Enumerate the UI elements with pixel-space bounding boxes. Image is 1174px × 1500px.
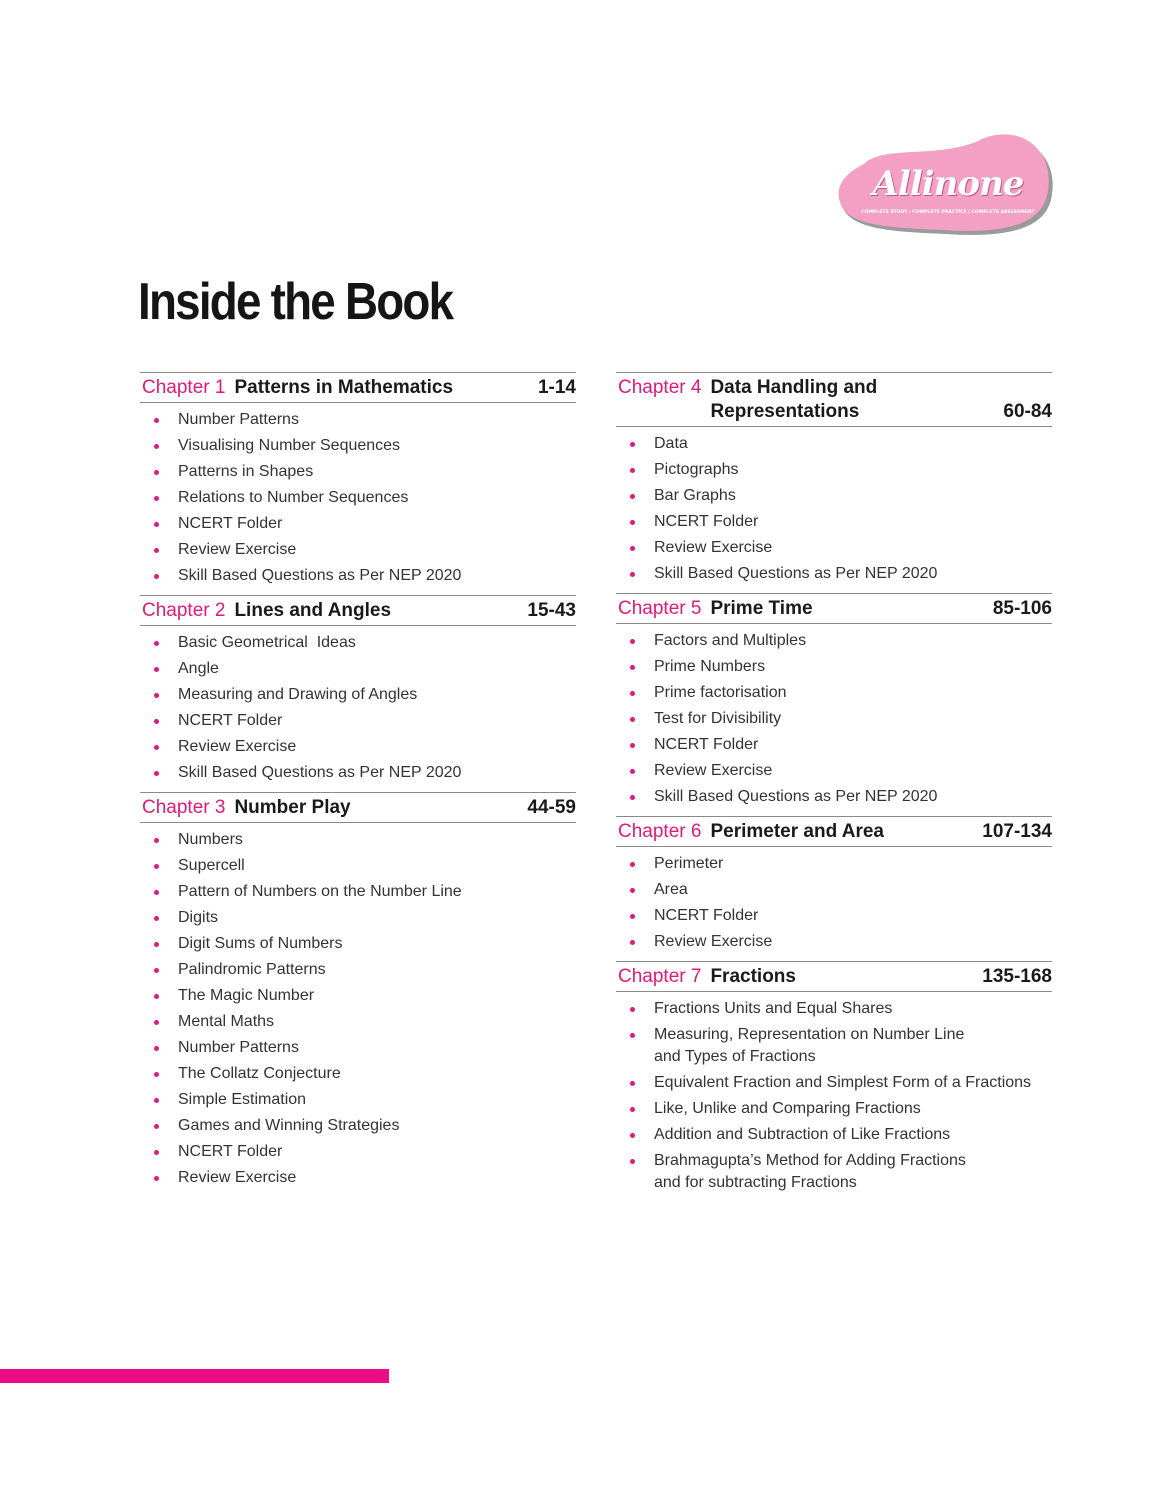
bullet-icon bbox=[154, 667, 159, 672]
list-item: Measuring and Drawing of Angles bbox=[140, 684, 576, 706]
bullet-icon bbox=[154, 574, 159, 579]
bullet-icon bbox=[154, 1020, 159, 1025]
list-item: Review Exercise bbox=[616, 931, 1052, 953]
chapter-title-line-2: Representations bbox=[710, 401, 860, 422]
chapter-2 bbox=[140, 595, 576, 784]
bullet-icon bbox=[154, 994, 159, 999]
list-item: Measuring, Representation on Number Line and Types of Fractions bbox=[616, 1024, 1052, 1068]
list-item: Skill Based Questions as Per NEP 2020 bbox=[140, 565, 576, 587]
bullet-icon bbox=[154, 968, 159, 973]
toc-column-left bbox=[140, 372, 576, 1197]
bullet-icon bbox=[630, 494, 635, 499]
bullet-icon bbox=[154, 641, 159, 646]
chapter-title bbox=[710, 376, 1003, 424]
bullet-icon bbox=[154, 719, 159, 724]
topic-list bbox=[140, 403, 576, 587]
bullet-icon bbox=[630, 743, 635, 748]
bullet-icon bbox=[630, 572, 635, 577]
chapter-pages: 15-43 bbox=[527, 600, 576, 621]
bullet-icon bbox=[154, 864, 159, 869]
bullet-icon bbox=[154, 548, 159, 553]
chapter-header bbox=[616, 961, 1052, 992]
list-item: Mental Maths bbox=[140, 1011, 576, 1033]
bullet-icon bbox=[630, 691, 635, 696]
list-item: Test for Divisibility bbox=[616, 708, 1052, 730]
chapter-title: Fractions bbox=[710, 966, 796, 987]
list-item: Skill Based Questions as Per NEP 2020 bbox=[616, 786, 1052, 808]
chapter-pages: 85-106 bbox=[992, 598, 1052, 619]
list-item: Basic Geometrical Ideas bbox=[140, 632, 576, 654]
chapter-pages: 135-168 bbox=[982, 966, 1052, 987]
list-item: Perimeter bbox=[616, 853, 1052, 875]
bullet-icon bbox=[630, 1081, 635, 1086]
bullet-icon bbox=[154, 1098, 159, 1103]
bullet-icon bbox=[630, 769, 635, 774]
bullet-icon bbox=[630, 914, 635, 919]
list-item: Data bbox=[616, 433, 1052, 455]
bullet-icon bbox=[154, 418, 159, 423]
toc-column-right bbox=[616, 372, 1052, 1202]
list-item: Palindromic Patterns bbox=[140, 959, 576, 981]
list-item: Brahmagupta’s Method for Adding Fractions and for subtracting Fractions bbox=[616, 1150, 1052, 1194]
bullet-icon bbox=[630, 1159, 635, 1164]
list-item: The Magic Number bbox=[140, 985, 576, 1007]
bullet-icon bbox=[154, 1176, 159, 1181]
chapter-title: Lines and Angles bbox=[234, 600, 392, 621]
list-item: NCERT Folder bbox=[616, 905, 1052, 927]
list-item: Factors and Multiples bbox=[616, 630, 1052, 652]
list-item: The Collatz Conjecture bbox=[140, 1063, 576, 1085]
page-title: Inside the Book bbox=[138, 273, 453, 331]
list-item: Bar Graphs bbox=[616, 485, 1052, 507]
logo-tagline: COMPLETE STUDY | COMPLETE PRACTICE | COMPLETE ASSESSMENT bbox=[861, 210, 1035, 215]
bullet-icon bbox=[630, 520, 635, 525]
topic-list bbox=[140, 626, 576, 784]
chapter-header bbox=[616, 372, 1052, 427]
list-item: NCERT Folder bbox=[616, 734, 1052, 756]
chapter-label: Chapter 4 bbox=[618, 377, 702, 398]
bullet-icon bbox=[154, 745, 159, 750]
bullet-icon bbox=[630, 1007, 635, 1012]
chapter-pages: 107-134 bbox=[982, 821, 1052, 842]
chapter-5 bbox=[616, 593, 1052, 808]
bullet-icon bbox=[154, 890, 159, 895]
list-item: Prime factorisation bbox=[616, 682, 1052, 704]
list-item: Digits bbox=[140, 907, 576, 929]
list-item: Fractions Units and Equal Shares bbox=[616, 998, 1052, 1020]
bullet-icon bbox=[154, 838, 159, 843]
list-item: Review Exercise bbox=[140, 1167, 576, 1189]
chapter-title: Number Play bbox=[234, 797, 351, 818]
chapter-title: Perimeter and Area bbox=[710, 821, 884, 842]
list-item: NCERT Folder bbox=[616, 511, 1052, 533]
bullet-icon bbox=[630, 442, 635, 447]
topic-list bbox=[140, 823, 576, 1189]
chapter-title: Prime Time bbox=[710, 598, 813, 619]
allinone-logo bbox=[836, 134, 1056, 242]
chapter-header bbox=[140, 595, 576, 626]
bullet-icon bbox=[630, 1133, 635, 1138]
chapter-label: Chapter 5 bbox=[618, 598, 702, 619]
list-item: Pictographs bbox=[616, 459, 1052, 481]
topic-list bbox=[616, 847, 1052, 953]
bullet-icon bbox=[154, 496, 159, 501]
bullet-icon bbox=[154, 1150, 159, 1155]
list-item: Review Exercise bbox=[140, 539, 576, 561]
chapter-7 bbox=[616, 961, 1052, 1194]
bullet-icon bbox=[154, 470, 159, 475]
topic-list bbox=[616, 992, 1052, 1194]
list-item: Simple Estimation bbox=[140, 1089, 576, 1111]
chapter-6 bbox=[616, 816, 1052, 953]
list-item: Patterns in Shapes bbox=[140, 461, 576, 483]
chapter-header bbox=[140, 792, 576, 823]
list-item: Supercell bbox=[140, 855, 576, 877]
list-item: Review Exercise bbox=[140, 736, 576, 758]
chapter-header bbox=[616, 593, 1052, 624]
list-item: Skill Based Questions as Per NEP 2020 bbox=[616, 563, 1052, 585]
list-item: Numbers bbox=[140, 829, 576, 851]
list-item: NCERT Folder bbox=[140, 710, 576, 732]
list-item: Prime Numbers bbox=[616, 656, 1052, 678]
chapter-title: Patterns in Mathematics bbox=[234, 377, 454, 398]
list-item: Like, Unlike and Comparing Fractions bbox=[616, 1098, 1052, 1120]
bullet-icon bbox=[630, 546, 635, 551]
chapter-4 bbox=[616, 372, 1052, 585]
bullet-icon bbox=[630, 795, 635, 800]
bullet-icon bbox=[630, 717, 635, 722]
chapter-1 bbox=[140, 372, 576, 587]
bullet-icon bbox=[154, 444, 159, 449]
list-item: Angle bbox=[140, 658, 576, 680]
list-item: NCERT Folder bbox=[140, 1141, 576, 1163]
chapter-label: Chapter 7 bbox=[618, 966, 702, 987]
accent-bar bbox=[0, 1369, 389, 1383]
list-item: Area bbox=[616, 879, 1052, 901]
chapter-label: Chapter 2 bbox=[142, 600, 226, 621]
topic-list bbox=[616, 427, 1052, 585]
bullet-icon bbox=[630, 1107, 635, 1112]
list-item: Number Patterns bbox=[140, 1037, 576, 1059]
list-item: Equivalent Fraction and Simplest Form of a Fractions bbox=[616, 1072, 1052, 1094]
bullet-icon bbox=[154, 1072, 159, 1077]
bullet-icon bbox=[630, 940, 635, 945]
bullet-icon bbox=[630, 468, 635, 473]
chapter-label: Chapter 3 bbox=[142, 797, 226, 818]
chapter-header bbox=[140, 372, 576, 403]
bullet-icon bbox=[630, 888, 635, 893]
chapter-header bbox=[616, 816, 1052, 847]
chapter-label: Chapter 6 bbox=[618, 821, 702, 842]
bullet-icon bbox=[154, 916, 159, 921]
list-item: Games and Winning Strategies bbox=[140, 1115, 576, 1137]
chapter-label: Chapter 1 bbox=[142, 377, 226, 398]
topic-list bbox=[616, 624, 1052, 808]
bullet-icon bbox=[630, 1033, 635, 1038]
list-item: Digit Sums of Numbers bbox=[140, 933, 576, 955]
bullet-icon bbox=[154, 942, 159, 947]
bullet-icon bbox=[154, 1046, 159, 1051]
list-item: Relations to Number Sequences bbox=[140, 487, 576, 509]
logo-wordmark: Allinone bbox=[872, 164, 1024, 204]
chapter-pages: 1-14 bbox=[537, 377, 576, 398]
bullet-icon bbox=[154, 693, 159, 698]
chapter-title-line-1: Data Handling and bbox=[710, 377, 878, 398]
bullet-icon bbox=[154, 771, 159, 776]
list-item: Visualising Number Sequences bbox=[140, 435, 576, 457]
bullet-icon bbox=[630, 862, 635, 867]
list-item: NCERT Folder bbox=[140, 513, 576, 535]
list-item: Addition and Subtraction of Like Fractions bbox=[616, 1124, 1052, 1146]
list-item: Number Patterns bbox=[140, 409, 576, 431]
bullet-icon bbox=[630, 665, 635, 670]
bullet-icon bbox=[154, 1124, 159, 1129]
list-item: Pattern of Numbers on the Number Line bbox=[140, 881, 576, 903]
list-item: Skill Based Questions as Per NEP 2020 bbox=[140, 762, 576, 784]
chapter-pages: 44-59 bbox=[527, 797, 576, 818]
chapter-pages: 60-84 bbox=[1003, 401, 1052, 422]
chapter-3 bbox=[140, 792, 576, 1189]
list-item: Review Exercise bbox=[616, 760, 1052, 782]
bullet-icon bbox=[630, 639, 635, 644]
list-item: Review Exercise bbox=[616, 537, 1052, 559]
bullet-icon bbox=[154, 522, 159, 527]
